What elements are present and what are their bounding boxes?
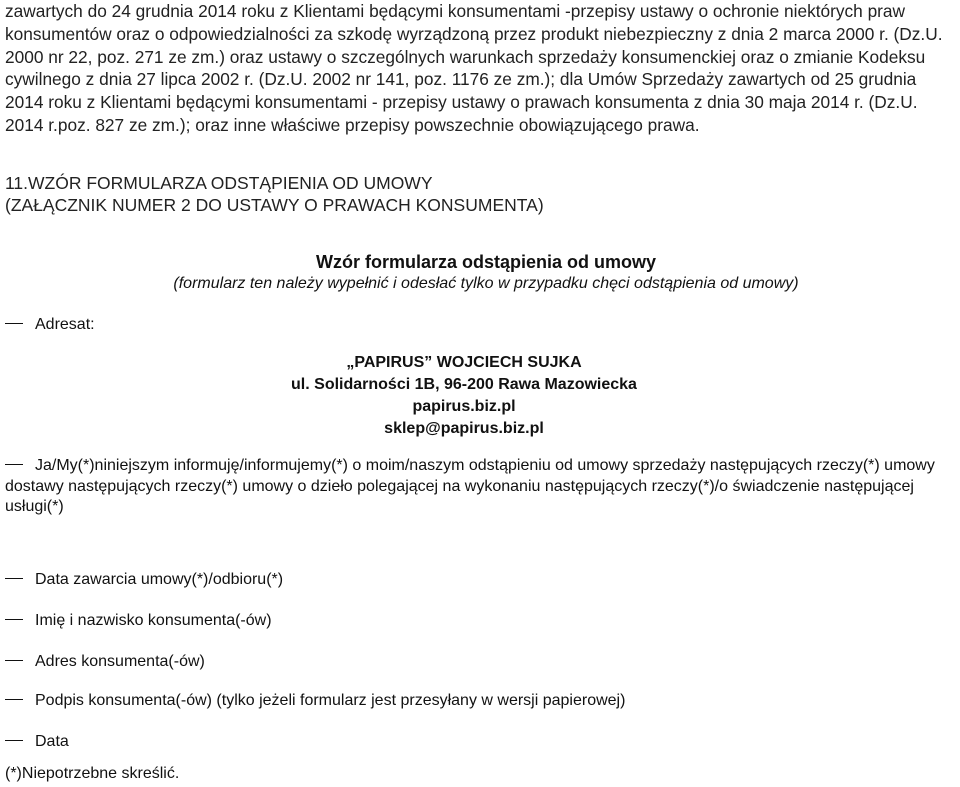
field-row: [5, 691, 625, 711]
field-label: Data zawarcia umowy(*)/odbioru(*): [35, 571, 284, 588]
form-note: (formularz ten należy wypełnić i odesłać tylko w przypadku chęci odstąpienia od umowy): [173, 275, 799, 292]
field-row: [5, 570, 283, 590]
address-website: papirus.biz.pl: [412, 398, 516, 415]
dash-icon: [5, 740, 23, 741]
field-row: [5, 732, 69, 752]
address-name: „PAPIRUS” WOJCIECH SUJKA: [346, 354, 582, 371]
addressee-row: [5, 315, 95, 335]
addressee-label: Adresat:: [35, 316, 95, 333]
field-row: [5, 611, 272, 631]
dash-icon: [5, 699, 23, 700]
section-title: 11.WZÓR FORMULARZA ODSTĄPIENIA OD UMOWY: [5, 173, 433, 193]
address-email: sklep@papirus.biz.pl: [384, 420, 544, 437]
address-street: ul. Solidarności 1B, 96-200 Rawa Mazowiecka: [291, 376, 637, 393]
field-label: Adres konsumenta(-ów): [35, 653, 205, 670]
dash-icon: [5, 660, 23, 661]
withdrawal-statement: [5, 456, 957, 518]
dash-icon: [5, 323, 23, 324]
intro-paragraph: zawartych do 24 grudnia 2014 roku z Klientami będącymi konsumentami -przepisy ustawy o ochronie niektórych praw konsumentów oraz o odpowiedzialności za szkodę wyrządzoną przez produkt niebezpieczny z dnia 2 marca 2000 r. (Dz.U. 2000 nr 22, poz. 271 ze zm.) oraz ustawy o szczególnych warunkach sprzedaży konsumenckiej oraz o zmianie Kodeksu cywilnego z dnia 27 lipca 2002 r. (Dz.U. 2002 nr 141, poz. 1176 ze zm.); dla Umów Sprzedaży zawartych od 25 grudnia 2014 roku z Klientami będącymi konsumentami - przepisy ustawy o prawach konsumenta z dnia 30 maja 2014 r. (Dz.U. 2014 r.poz. 827 ze zm.); oraz inne właściwe przepisy powszechnie obowiązującego prawa.: [5, 1, 943, 135]
statement-text: Ja/My(*)niniejszym informuję/informujemy(*) o moim/naszym odstąpieniu od umowy sprzedaży następujących rzeczy(*) umowy dostawy następujących rzeczy(*) umowy o dzieło polegającej na wykonaniu następujących rzeczy(*)/o świadczenie następującej usługi(*): [5, 457, 935, 515]
field-row: [5, 652, 205, 672]
dash-icon: [5, 578, 23, 579]
section-subtitle: (ZAŁĄCZNIK NUMER 2 DO USTAWY O PRAWACH KONSUMENTA): [5, 195, 544, 215]
field-label: Podpis konsumenta(-ów) (tylko jeżeli formularz jest przesyłany w wersji papierowej): [35, 692, 626, 709]
dash-icon: [5, 619, 23, 620]
footnote: (*)Niepotrzebne skreślić.: [5, 765, 180, 782]
field-label: Imię i nazwisko konsumenta(-ów): [35, 612, 272, 629]
field-label: Data: [35, 733, 69, 750]
dash-icon: [5, 464, 23, 465]
form-title: Wzór formularza odstąpienia od umowy: [315, 252, 657, 272]
